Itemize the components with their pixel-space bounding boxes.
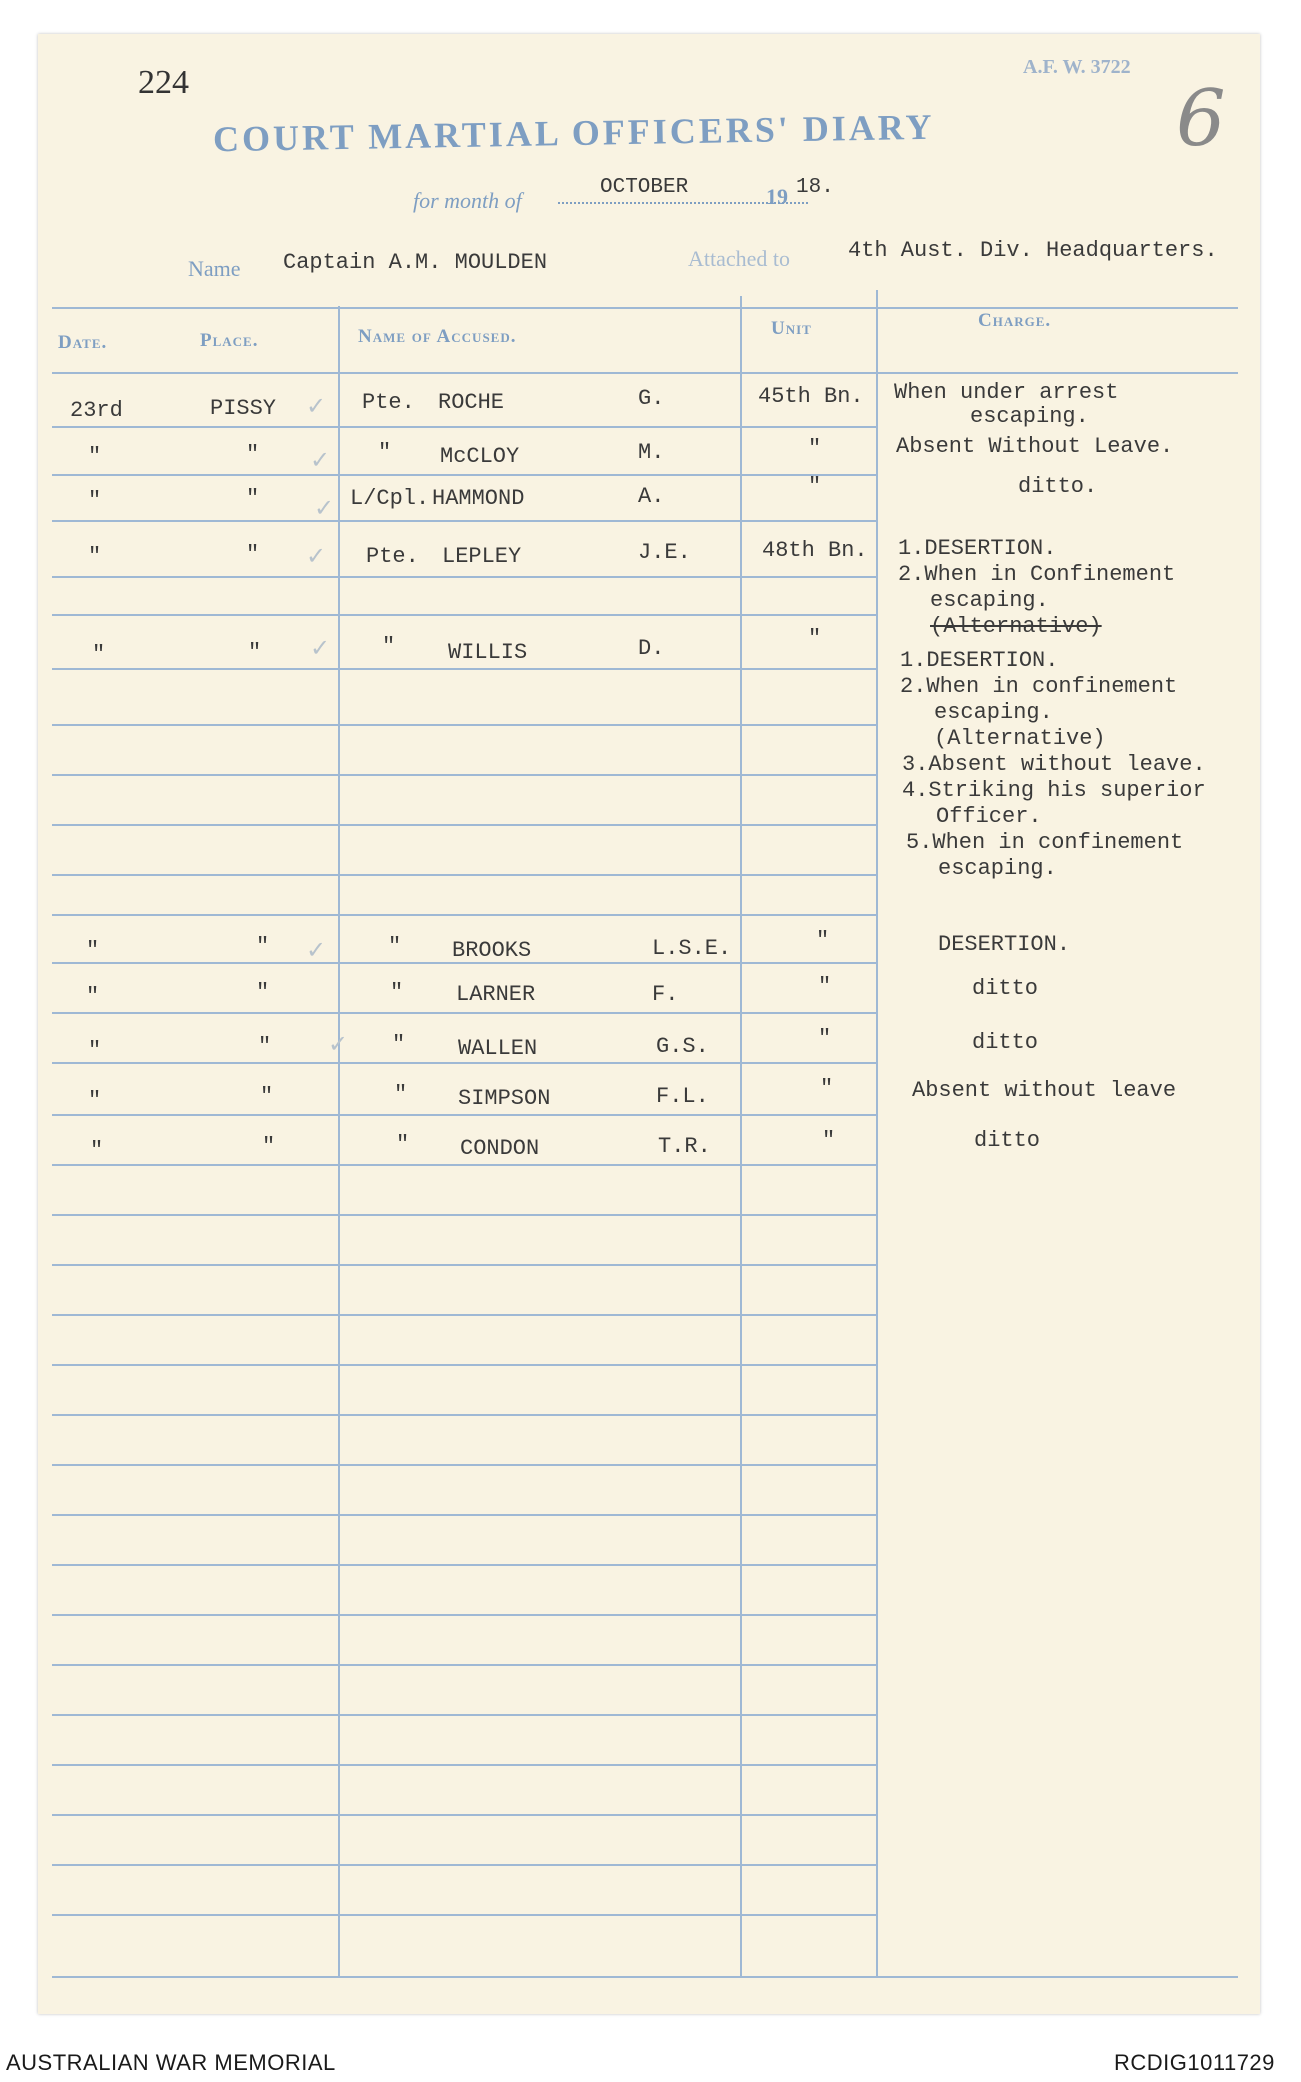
- check-icon: ✓: [306, 392, 327, 420]
- month-label: for month of: [413, 188, 522, 213]
- row-rank: ": [378, 440, 392, 465]
- row-rank: ": [388, 934, 402, 959]
- row-initials: G.: [638, 386, 665, 411]
- attached-label: Attached to: [688, 246, 791, 271]
- row-surname: LEPLEY: [442, 544, 522, 569]
- row-rank: Pte.: [362, 390, 415, 415]
- year-prefix: 19: [766, 184, 788, 209]
- column-header-date: Date.: [58, 332, 108, 353]
- row-charge-line: (Alternative): [934, 726, 1106, 751]
- row-unit: ": [808, 436, 822, 461]
- row-charge-line: ditto: [972, 976, 1039, 1001]
- page-title: COURT MARTIAL OFFICERS' DIARY: [212, 106, 935, 160]
- row-unit: ": [822, 1128, 836, 1153]
- row-date: ": [86, 984, 100, 1009]
- row-date: ": [88, 1088, 102, 1113]
- row-place: PISSY: [210, 396, 277, 421]
- row-charge-line: ditto: [974, 1128, 1041, 1153]
- column-header-name: Name of Accused.: [358, 326, 517, 347]
- row-date: ": [86, 938, 100, 963]
- row-charge-line: DESERTION.: [938, 932, 1071, 957]
- handwritten-mark: 6: [1176, 74, 1226, 164]
- check-icon: ✓: [310, 446, 331, 474]
- row-surname: CONDON: [460, 1136, 540, 1161]
- row-place: ": [260, 1084, 274, 1109]
- row-charge-line: 1.DESERTION.: [898, 536, 1057, 561]
- row-date: 23rd: [70, 398, 123, 423]
- row-surname: ROCHE: [438, 390, 505, 415]
- row-surname: WILLIS: [448, 640, 528, 665]
- row-place: ": [258, 1034, 272, 1059]
- row-place: ": [248, 640, 262, 665]
- row-rank: ": [392, 1032, 406, 1057]
- row-place: ": [262, 1134, 276, 1159]
- row-charge-line: Absent without leave: [912, 1078, 1177, 1103]
- row-charge-line: (Alternative): [930, 614, 1102, 639]
- row-surname: BROOKS: [452, 938, 532, 963]
- row-date: ": [90, 1138, 104, 1163]
- row-surname: WALLEN: [458, 1036, 538, 1061]
- row-charge-line: escaping.: [934, 700, 1053, 725]
- row-unit: ": [816, 928, 830, 953]
- row-charge-line: Absent Without Leave.: [896, 434, 1174, 459]
- row-unit: 48th Bn.: [762, 538, 868, 563]
- row-charge-line: 3.Absent without leave.: [902, 752, 1206, 777]
- check-icon: ✓: [306, 936, 327, 964]
- row-charge-line: escaping.: [930, 588, 1049, 613]
- row-initials: D.: [638, 636, 665, 661]
- column-header-charge: Charge.: [978, 310, 1052, 331]
- row-charge-line: ditto.: [1018, 474, 1098, 499]
- check-icon: ✓: [310, 634, 331, 662]
- row-rank: L/Cpl.: [350, 486, 430, 511]
- row-charge-line: 2.When in Confinement: [898, 562, 1176, 587]
- row-rank: ": [382, 634, 396, 659]
- page-number: 224: [138, 64, 189, 101]
- row-charge-line: ditto: [972, 1030, 1039, 1055]
- row-unit: 45th Bn.: [758, 384, 864, 409]
- row-date: ": [88, 444, 102, 469]
- row-date: ": [88, 488, 102, 513]
- row-rank: ": [396, 1132, 410, 1157]
- row-place: ": [246, 542, 260, 567]
- row-unit: ": [818, 1026, 832, 1051]
- attached-value: 4th Aust. Div. Headquarters.: [848, 238, 1218, 263]
- row-charge-line: 4.Striking his superior: [902, 778, 1206, 803]
- form-code: A.F. W. 3722: [1023, 56, 1131, 78]
- row-initials: T.R.: [658, 1134, 711, 1159]
- row-initials: F.L.: [656, 1084, 709, 1109]
- row-date: ": [88, 544, 102, 569]
- row-date: ": [92, 642, 106, 667]
- row-surname: LARNER: [456, 982, 536, 1007]
- footer-id: RCDIG1011729: [1114, 2050, 1275, 2075]
- row-surname: McCLOY: [440, 444, 520, 469]
- row-charge-line: escaping.: [970, 404, 1089, 429]
- diary-sheet: [38, 34, 1260, 2014]
- row-rank: ": [394, 1082, 408, 1107]
- row-charge-line: 1.DESERTION.: [900, 648, 1059, 673]
- row-initials: M.: [638, 440, 665, 465]
- row-surname: SIMPSON: [458, 1086, 551, 1111]
- year-value: 18.: [796, 176, 834, 199]
- row-unit: ": [820, 1076, 834, 1101]
- month-value: OCTOBER: [600, 176, 689, 199]
- row-charge-line: When under arrest: [894, 380, 1119, 405]
- row-surname: HAMMOND: [432, 486, 525, 511]
- row-charge-line: 2.When in confinement: [900, 674, 1178, 699]
- row-initials: A.: [638, 484, 665, 509]
- row-initials: G.S.: [656, 1034, 709, 1059]
- row-unit: ": [818, 974, 832, 999]
- row-place: ": [246, 486, 260, 511]
- check-icon: ✓: [328, 1030, 349, 1058]
- row-rank: Pte.: [366, 544, 419, 569]
- row-date: ": [88, 1038, 102, 1063]
- check-icon: ✓: [314, 494, 335, 522]
- column-header-unit: Unit: [771, 318, 812, 339]
- name-label: Name: [188, 256, 241, 281]
- row-charge-line: escaping.: [938, 856, 1057, 881]
- row-unit: ": [808, 626, 822, 651]
- row-place: ": [256, 934, 270, 959]
- row-charge-line: 5.When in confinement: [906, 830, 1184, 855]
- row-rank: ": [390, 980, 404, 1005]
- row-place: ": [256, 980, 270, 1005]
- column-header-place: Place.: [200, 330, 259, 351]
- row-initials: J.E.: [638, 540, 691, 565]
- footer-credit: AUSTRALIAN WAR MEMORIAL: [6, 2050, 336, 2075]
- row-place: ": [246, 442, 260, 467]
- check-icon: ✓: [306, 542, 327, 570]
- row-initials: F.: [652, 982, 679, 1007]
- row-charge-line: Officer.: [936, 804, 1042, 829]
- row-unit: ": [808, 474, 822, 499]
- name-value: Captain A.M. MOULDEN: [283, 250, 548, 275]
- row-initials: L.S.E.: [652, 936, 732, 961]
